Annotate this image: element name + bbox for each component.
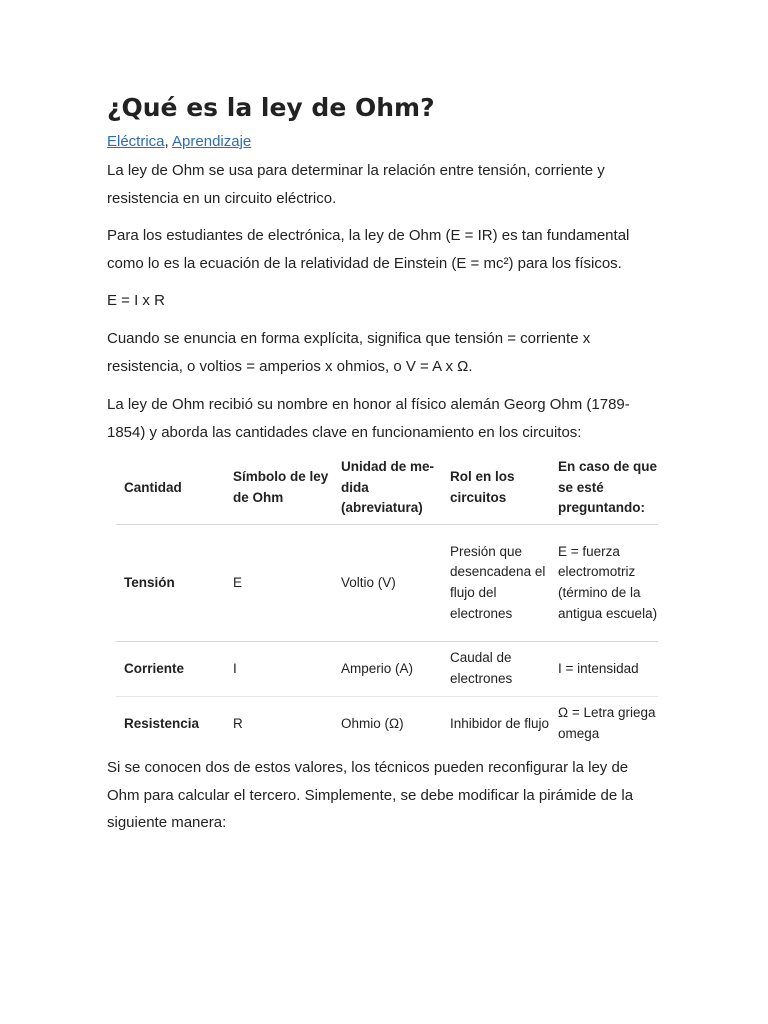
- table-header-cell: Cantidad: [116, 452, 225, 525]
- paragraph-formula: E = I x R: [107, 292, 165, 309]
- table-cell: Ω = Letra griega omega: [558, 705, 656, 741]
- paragraph-explicit: Cuando se enuncia en forma explícita, significa que tensión = corriente x resistencia, o voltios = amperios x ohmios, o V = A x Ω.: [107, 330, 591, 375]
- paragraph-georg-ohm: La ley de Ohm recibió su nombre en honor al físico alemán Georg Ohm (1789-1854) y aborda las cantidades clave en funcionamiento en los circuitos:: [107, 396, 630, 441]
- table-cell: R: [233, 715, 243, 731]
- table-cell: Voltio (V): [333, 525, 442, 642]
- table-cell: E = fuerza electromotriz (término de la antigua escuela): [550, 525, 658, 642]
- table-cell: Presión que desencadena el flujo del electrones: [442, 525, 550, 642]
- table-row: [116, 525, 658, 642]
- table-cell: I = intensidad: [550, 642, 658, 697]
- paragraph-einstein: Para los estudiantes de electrónica, la ley de Ohm (E = IR) es tan fundamental como lo es la ecuación de la relatividad de Einstein (E = mc²) para los físicos.: [107, 227, 630, 272]
- category-link-aprendizaje[interactable]: Aprendizaje: [172, 133, 252, 150]
- table-header-cell: En caso de que se esté preguntando:: [550, 452, 658, 525]
- table-row: [116, 642, 658, 697]
- category-link-electrica[interactable]: Eléctrica: [107, 133, 165, 150]
- table-header-cell: Rol en los circuitos: [442, 452, 550, 525]
- table-row: [116, 697, 658, 752]
- table-cell: Inhibidor de flujo: [450, 715, 550, 731]
- table-cell: E: [225, 525, 333, 642]
- paragraph-intro: La ley de Ohm se usa para determinar la relación entre tensión, corriente y resistencia en un circuito eléctrico.: [107, 162, 605, 207]
- table-header-cell: Unidad de me-dida (abreviatura): [333, 452, 442, 525]
- category-separator: ,: [164, 133, 169, 150]
- table-header-row: [116, 452, 658, 525]
- table-cell: Amperio (A): [333, 642, 442, 697]
- ohm-quantities-table: [116, 452, 658, 751]
- table-cell: Tensión: [116, 525, 225, 642]
- table-cell: Caudal de electrones: [442, 642, 550, 697]
- table-header-cell: Símbolo de ley de Ohm: [225, 452, 333, 525]
- paragraph-pyramid: Si se conocen dos de estos valores, los técnicos pueden reconfigurar la ley de Ohm para calcular el tercero. Simplemente, se debe modificar la pirámide de la siguiente manera:: [107, 759, 634, 831]
- category-links: [107, 131, 251, 153]
- table-cell: Ohmio (Ω): [341, 715, 404, 731]
- table-cell: Resistencia: [124, 715, 200, 731]
- table-cell: I: [225, 642, 333, 697]
- table-cell: Corriente: [116, 642, 225, 697]
- page-title: ¿Qué es la ley de Ohm?: [107, 93, 435, 122]
